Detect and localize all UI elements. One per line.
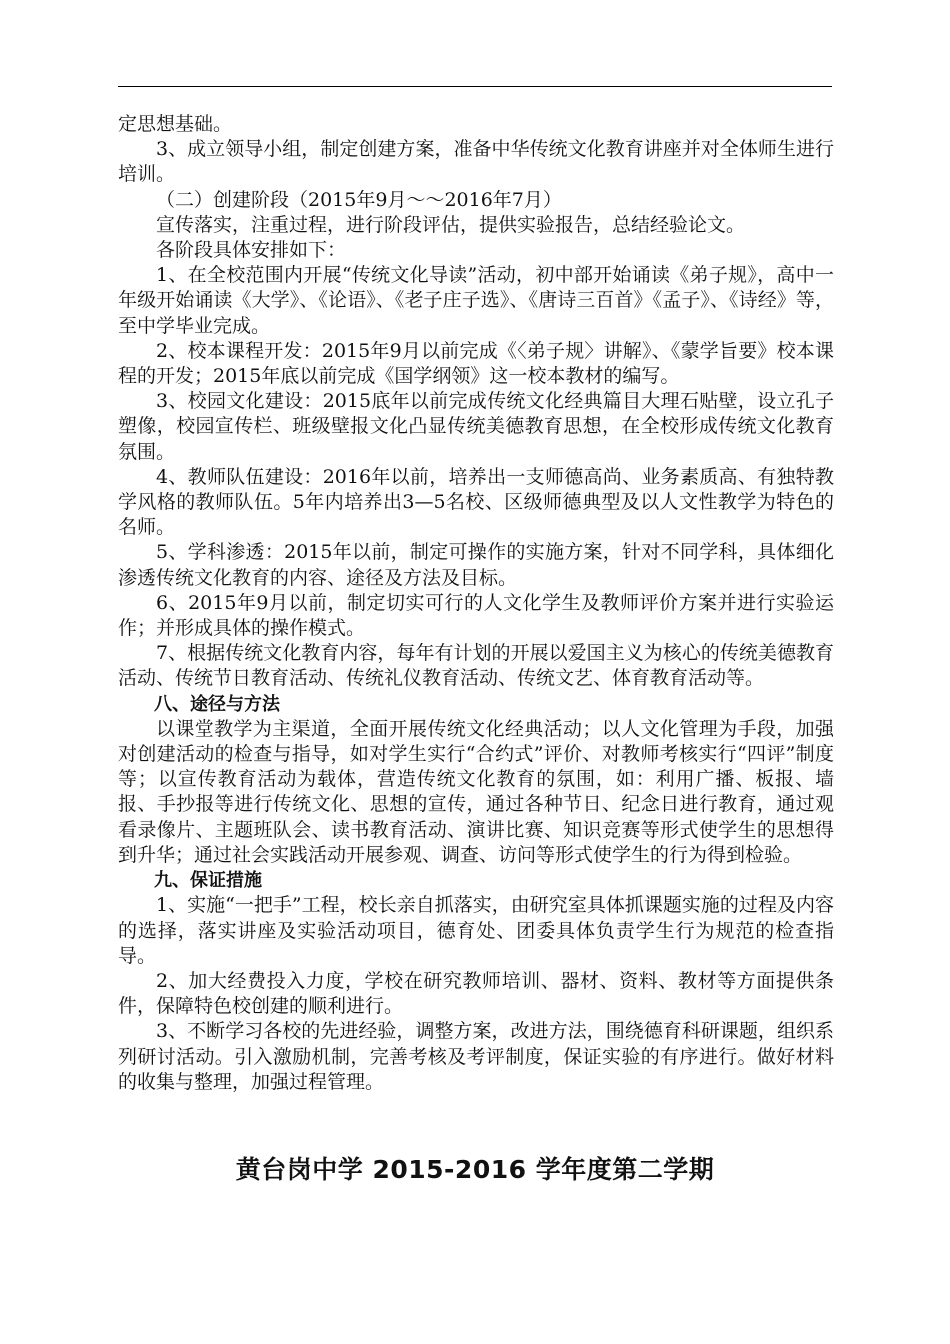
paragraph: 4、教师队伍建设：2016年以前，培养出一支师德高尚、业务素质高、有独特教学风格的教师队伍。5年内培养出3—5名校、区级师德典型及以人文性教学为特色的名师。 [118,465,834,539]
next-section-title: 黄台岗中学 2015-2016 学年度第二学期 [235,1155,715,1184]
paragraph: （二）创建阶段（2015年9月～～2016年7月） [156,188,562,211]
paragraph: 1、在全校范围内开展“传统文化导读”活动，初中部开始诵读《弟子规》，高中一年级开始诵读《大学》、《论语》、《老子庄子选》、《唐诗三百首》《孟子》、《诗经》等，至中学毕业完成。 [118,264,834,337]
paragraph: 各阶段具体安排如下： [156,239,347,262]
paragraph: 宣传落实，注重过程，进行阶段评估，提供实验报告，总结经验论文。 [156,213,746,236]
paragraph: 3、不断学习各校的先进经验，调整方案，改进方法，围绕德育科研课题，组织系列研讨活动。引入激励机制，完善考核及考评制度，保证实验的有序进行。做好材料的收集与整理，加强过程管理。 [118,1020,834,1093]
paragraph: 6、2015年9月以前，制定切实可行的人文化学生及教师评价方案并进行实验运作；并形成具体的操作模式。 [118,591,834,640]
section-heading: 九、保证措施 [154,870,262,892]
paragraph: 7、根据传统文化教育内容，每年有计划的开展以爱国主义为核心的传统美德教育活动、传统节日教育活动、传统礼仪教育活动、传统文艺、体育教育活动等。 [118,642,834,690]
paragraph: 3、校园文化建设：2015底年以前完成传统文化经典篇目大理石贴壁，设立孔子塑像，校园宣传栏、班级壁报文化凸显传统美德教育思想，在全校形成传统文化教育氛围。 [118,390,834,463]
paragraph: 5、学科渗透：2015年以前，制定可操作的实施方案，针对不同学科，具体细化渗透传统文化教育的内容、途径及方法及目标。 [118,541,834,589]
paragraph: 以课堂教学为主渠道，全面开展传统文化经典活动；以人文化管理为手段，加强对创建活动的检查与指导，如对学生实行“合约式”评价、对教师考核实行“四评”制度等；以宣传教育活动为载体，营造传统文化教育的氛围，如：利用广播、板报、墙报、手抄报等进行传统文化、思想的宣传，通过各种节日、纪念日进行教育，通过观看录像片、主题班队会、读书教育活动、演讲比赛、知识竞赛等形式使学生的思想得到升华；通过社会实践活动开展参观、调查、访问等形式使学生的行为得到检验。 [118,717,834,866]
document-body [118,112,834,1095]
paragraph: 2、加大经费投入力度，学校在研究教师培训、器材、资料、教材等方面提供条件，保障特色校创建的顺利进行。 [118,969,834,1018]
header-rule [118,86,832,87]
paragraph: 3、成立领导小组，制定创建方案，准备中华传统文化教育讲座并对全体师生进行培训。 [118,138,834,186]
paragraph: 定思想基础。 [118,113,233,135]
paragraph: 2、校本课程开发：2015年9月以前完成《〈弟子规〉讲解》、《蒙学旨要》校本课程的开发；2015年底以前完成《国学纲领》这一校本教材的编写。 [118,339,834,388]
paragraph: 1、实施“一把手”工程，校长亲自抓落实，由研究室具体抓课题实施的过程及内容的选择，落实讲座及实验活动项目，德育处、团委具体负责学生行为规范的检查指导。 [118,894,834,967]
section-heading: 八、途径与方法 [154,693,280,715]
